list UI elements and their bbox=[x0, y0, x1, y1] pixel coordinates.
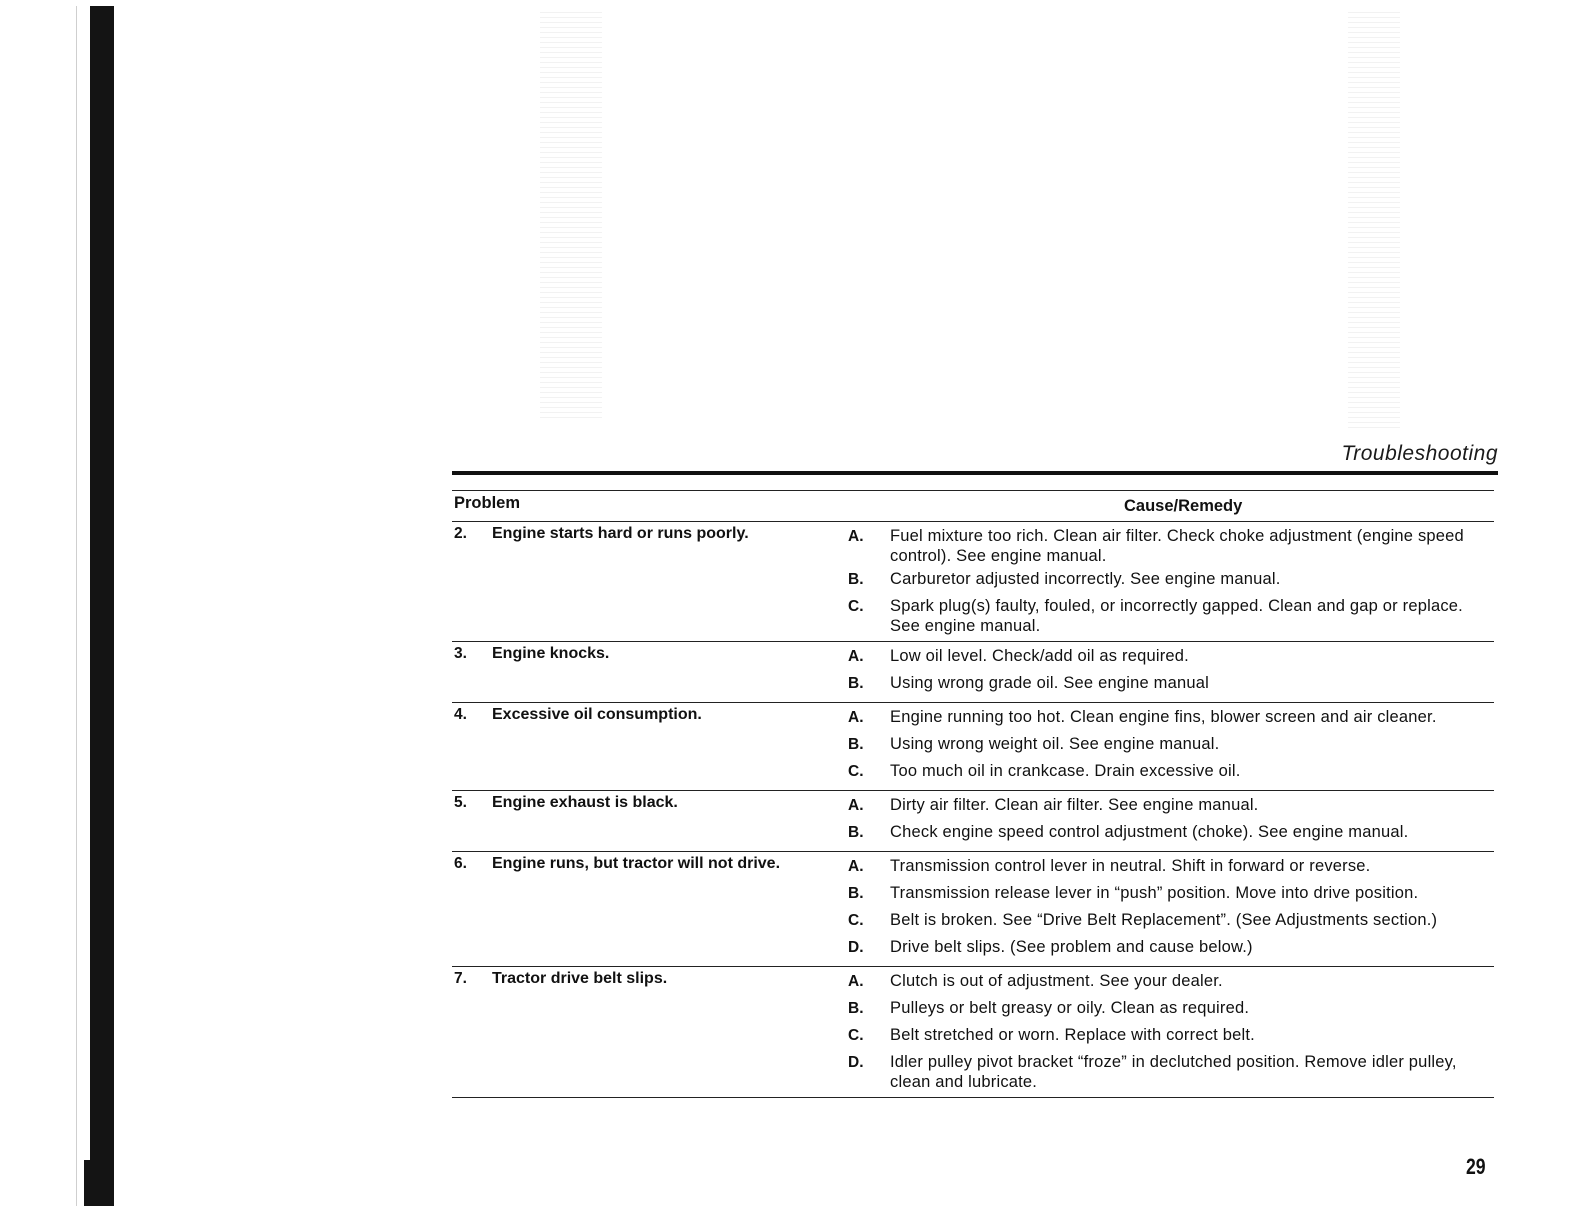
cause-remedy-text: Pulleys or belt greasy or oily. Clean as required. bbox=[890, 999, 1250, 1017]
problem-number: 7. bbox=[454, 970, 467, 987]
cause-remedy-text: Belt is broken. See “Drive Belt Replacement”. (See Adjustments section.) bbox=[890, 911, 1438, 929]
cause-item bbox=[846, 1052, 1494, 1092]
cause-letter: B. bbox=[848, 885, 864, 902]
cause-remedy-text: Drive belt slips. (See problem and cause below.) bbox=[890, 938, 1253, 956]
cause-letter: B. bbox=[848, 736, 864, 753]
cause-remedy-text: Too much oil in crankcase. Drain excessive oil. bbox=[890, 762, 1241, 780]
cause-item bbox=[846, 910, 1494, 934]
cause-remedy-text: Carburetor adjusted incorrectly. See engine manual. bbox=[890, 570, 1281, 588]
cause-letter: C. bbox=[848, 598, 864, 615]
binding-notch bbox=[84, 1160, 98, 1206]
table-row bbox=[452, 642, 1494, 703]
cause-remedy-text: Idler pulley pivot bracket “froze” in declutched position. Remove idler pulley, clean and lubricate. bbox=[890, 1053, 1457, 1091]
cause-letter: A. bbox=[848, 973, 864, 990]
table-header bbox=[452, 490, 1494, 522]
cause-remedy-text: Check engine speed control adjustment (choke). See engine manual. bbox=[890, 823, 1409, 841]
page-number: 29 bbox=[1466, 1154, 1486, 1179]
cause-letter: D. bbox=[848, 1054, 864, 1071]
cause-list bbox=[846, 795, 1494, 846]
cause-item bbox=[846, 761, 1494, 785]
problem-number: 5. bbox=[454, 794, 467, 811]
cause-item bbox=[846, 569, 1494, 593]
cause-remedy-text: Engine running too hot. Clean engine fins, blower screen and air cleaner. bbox=[890, 708, 1437, 726]
cause-item bbox=[846, 998, 1494, 1022]
problem-number: 3. bbox=[454, 645, 467, 662]
problem-text: Excessive oil consumption. bbox=[492, 706, 702, 723]
cause-item bbox=[846, 937, 1494, 961]
cause-letter: C. bbox=[848, 763, 864, 780]
scan-speckle-left bbox=[540, 8, 602, 418]
cause-letter: A. bbox=[848, 709, 864, 726]
cause-letter: C. bbox=[848, 1027, 864, 1044]
cause-letter: A. bbox=[848, 858, 864, 875]
table-row bbox=[452, 852, 1494, 967]
cause-item bbox=[846, 822, 1494, 846]
problem-text: Engine knocks. bbox=[492, 645, 610, 662]
table-row bbox=[452, 791, 1494, 852]
cause-item bbox=[846, 1025, 1494, 1049]
cause-item bbox=[846, 526, 1494, 566]
cause-letter: A. bbox=[848, 648, 864, 665]
cause-item bbox=[846, 883, 1494, 907]
table-row bbox=[452, 522, 1494, 642]
binding-strip bbox=[90, 6, 114, 1206]
problem-text: Engine runs, but tractor will not drive. bbox=[492, 855, 781, 872]
table-row bbox=[452, 703, 1494, 791]
cause-item bbox=[846, 795, 1494, 819]
cause-remedy-text: Using wrong grade oil. See engine manual bbox=[890, 674, 1209, 692]
cause-letter: C. bbox=[848, 912, 864, 929]
cause-letter: D. bbox=[848, 939, 864, 956]
cause-letter: B. bbox=[848, 824, 864, 841]
page-edge-line bbox=[76, 6, 77, 1206]
title-rule bbox=[452, 471, 1498, 475]
cause-letter: A. bbox=[848, 528, 864, 545]
section-title: Troubleshooting bbox=[1341, 442, 1498, 465]
cause-item bbox=[846, 646, 1494, 670]
problem-column-header: Problem bbox=[454, 494, 521, 512]
cause-list bbox=[846, 646, 1494, 697]
problem-text: Engine exhaust is black. bbox=[492, 794, 678, 811]
cause-remedy-text: Using wrong weight oil. See engine manual. bbox=[890, 735, 1220, 753]
cause-list bbox=[846, 971, 1494, 1092]
cause-remedy-text: Spark plug(s) faulty, fouled, or incorrectly gapped. Clean and gap or replace. See engine manual. bbox=[890, 597, 1463, 635]
cause-remedy-column-header: Cause/Remedy bbox=[1124, 497, 1243, 515]
cause-letter: A. bbox=[848, 797, 864, 814]
cause-letter: B. bbox=[848, 675, 864, 692]
cause-remedy-text: Clutch is out of adjustment. See your dealer. bbox=[890, 972, 1223, 990]
cause-letter: B. bbox=[848, 1000, 864, 1017]
cause-item bbox=[846, 856, 1494, 880]
problem-number: 4. bbox=[454, 706, 467, 723]
cause-remedy-text: Low oil level. Check/add oil as required. bbox=[890, 647, 1189, 665]
cause-list bbox=[846, 856, 1494, 961]
cause-list bbox=[846, 707, 1494, 785]
problem-text: Engine starts hard or runs poorly. bbox=[492, 525, 749, 542]
cause-remedy-text: Fuel mixture too rich. Clean air filter. Check choke adjustment (engine speed control). See engine manual. bbox=[890, 527, 1464, 565]
cause-letter: B. bbox=[848, 571, 864, 588]
cause-remedy-text: Transmission control lever in neutral. Shift in forward or reverse. bbox=[890, 857, 1371, 875]
cause-list bbox=[846, 526, 1494, 636]
table-row bbox=[452, 967, 1494, 1098]
cause-item bbox=[846, 734, 1494, 758]
cause-item bbox=[846, 971, 1494, 995]
cause-item bbox=[846, 673, 1494, 697]
table-body bbox=[452, 522, 1494, 1098]
problem-text: Tractor drive belt slips. bbox=[492, 970, 668, 987]
problem-number: 6. bbox=[454, 855, 467, 872]
problem-number: 2. bbox=[454, 525, 467, 542]
cause-item bbox=[846, 596, 1494, 636]
cause-remedy-text: Transmission release lever in “push” position. Move into drive position. bbox=[890, 884, 1419, 902]
scan-speckle-right bbox=[1348, 8, 1400, 428]
cause-remedy-text: Belt stretched or worn. Replace with correct belt. bbox=[890, 1026, 1255, 1044]
cause-item bbox=[846, 707, 1494, 731]
cause-remedy-text: Dirty air filter. Clean air filter. See engine manual. bbox=[890, 796, 1259, 814]
troubleshooting-table bbox=[452, 490, 1494, 1098]
